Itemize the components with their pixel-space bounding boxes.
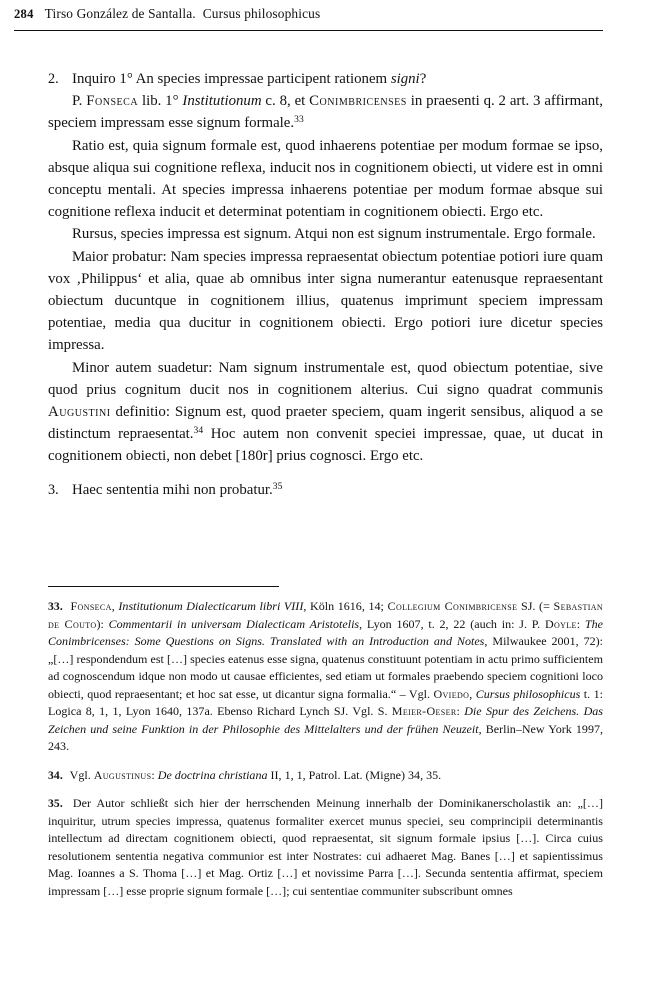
small-caps-name: Collegium Conimbricense xyxy=(387,599,518,613)
footnote-number: 34. xyxy=(48,768,63,782)
small-caps-name: Sebastian de Couto xyxy=(48,599,604,631)
small-caps-name: Augustinus xyxy=(93,767,152,782)
footnote-text: ): xyxy=(96,616,109,631)
body-paragraph-text: lib. 1° xyxy=(138,93,183,110)
italic-title: signi xyxy=(390,71,420,87)
body-paragraph-text: Maior probatur: Nam species impressa repraesentat obiectum potentiae potiori iure quam vox ‚Philippus‘ et alia, quae ab omnibus inter signa numerantur eatenusque repraesentant obiectum ducuntque in cognitionem illius, quatenus imprimunt speciem impressam potentiae, media qua ducitur in cognitionem obiecti. Ergo potiori iure dicetur species impressa. xyxy=(48,248,603,354)
body-paragraph-text: Minor autem suadetur: Nam signum instrumentale est, quod obiectum potentiae, sive quod prius cognitum ducit nos in cognitionem alterius. Cui signo quadrat communis xyxy=(48,359,603,398)
italic-title: Commentarii in universam Dialecticam Aristotelis xyxy=(108,616,360,631)
footnote-text: , Köln 1616, 14; xyxy=(303,599,388,613)
item-number: 2. xyxy=(48,71,59,87)
footnote-marker: 35 xyxy=(272,480,283,492)
footnote xyxy=(48,598,603,756)
body-paragraph-text: definitio: Signum est, quod praeter speciem, quam ingerit sensibus, aliquod a se distinctum repraesentat. xyxy=(48,404,603,443)
italic-title: De doctrina christiana xyxy=(157,767,268,782)
small-caps-name: Conimbricenses xyxy=(309,93,407,110)
small-caps-name: Oviedo xyxy=(433,686,470,701)
numbered-paragraph-text: Haec sententia mihi non probatur. xyxy=(72,481,273,498)
body-paragraph-text: P. xyxy=(72,93,87,110)
body-paragraph xyxy=(48,246,603,357)
footnote-text: , xyxy=(469,686,476,701)
body-paragraphs xyxy=(48,90,603,467)
footnote-marker: 34 xyxy=(193,425,204,437)
italic-title: Cursus philosophicus xyxy=(475,686,581,701)
footnote-text: : xyxy=(576,616,585,631)
numbered-paragraph xyxy=(48,479,603,501)
footnote-text: , Lyon 1607, t. 2, 22 (auch in: J. P. xyxy=(359,616,545,631)
running-head xyxy=(14,6,603,28)
footnote-text: II, 1, 1, Patrol. Lat. (Migne) 34, 35. xyxy=(267,767,442,782)
body-paragraph-text: c. 8, et xyxy=(261,93,310,110)
footnote-marker: 33 xyxy=(294,114,304,126)
numbered-items-bottom xyxy=(48,479,603,501)
footnote-text: , Berlin–New York 1997, 243. xyxy=(48,721,604,753)
footnote-text: , Milwaukee 2001, 72): „[…] respondendum est […] species eatenus esse signa, quatenus constituunt potentiam in actu primo sufficientem ad cognoscendum idque non modo ut causae efficientes, sed etiam ut formales praebendo speciem cognitioni loco obiecti, quod repraesentant; et hoc sat esse, ut dicantur signa formalia.“ – Vgl. xyxy=(48,634,603,701)
running-head-title: Tirso González de Santalla. Cursus philosophicus xyxy=(44,6,321,21)
italic-title: The Conimbricenses: Some Questions on Signs. Translated with an Introduction and Notes xyxy=(48,616,603,648)
footnote-text: t. 1: Logica 8, 1, 1, Lyon 1640, 137a. Ebenso Richard Lynch SJ. Vgl. S. xyxy=(48,686,603,718)
item-number: 3. xyxy=(48,481,59,498)
footnote xyxy=(48,767,603,785)
body-paragraph xyxy=(48,135,603,224)
footnote-text: : xyxy=(456,704,465,718)
page-number: 284 xyxy=(14,7,34,21)
numbered-paragraph-text: ? xyxy=(419,71,427,87)
body-paragraph-text: Hoc autem non convenit speciei impressae, quae, ut ducat in cognitionem obiecti, non debet [180r] prius cognosci. Ergo etc. xyxy=(48,426,604,465)
body-paragraph-text: in praesenti q. 2 art. 3 affirmant, speciem impressam esse signum formale. xyxy=(48,93,603,132)
main-text-block xyxy=(48,68,603,501)
small-caps-name: Doyle xyxy=(544,616,577,631)
small-caps-name: Fonseca xyxy=(86,93,139,110)
footnote-text: Der Autor schließt sich hier der herrschenden Meinung innerhalb der Dominikanerscholastik an: „[…] inquiritur, utrum species impressa, quatenus formaliter exercet munus speciei, seu comprincipii determinantis intellectum ad directam cognitionem obiecti, quod repraesentat, sit signum formale ipsius […]. Circa cuius resolutionem sententia negativa communior est inter Nostrates: cui adhaeret Mag. Banes […] et sapientissimus Mag. Ioannes a S. Thoma […] et Mag. Ortiz […] et novissime Parra […]. Secunda sententia affirmat, speciem impressam […] esse proprie signum formale […]; cui sententiae communiter subscribunt omnes xyxy=(48,796,603,898)
footnote-number: 35. xyxy=(48,797,63,810)
small-caps-name: Meier-Oeser xyxy=(391,704,457,718)
footnote-text: SJ. (= xyxy=(517,599,554,613)
numbered-items-top xyxy=(48,68,603,90)
italic-title: Institutionum xyxy=(182,93,262,110)
footnote xyxy=(48,795,603,900)
footnote-text: , xyxy=(111,599,119,613)
body-paragraph-text: Rursus, species impressa est signum. Atqui non est signum instrumentale. Ergo formale. xyxy=(72,226,596,243)
footnote-text: : xyxy=(151,767,158,782)
numbered-paragraph-text: Inquiro 1° An species impressae participent rationem xyxy=(72,71,391,87)
body-paragraph xyxy=(48,357,603,468)
italic-title: Institutionum Dialecticarum libri VIII xyxy=(118,599,304,613)
footnote-separator-rule xyxy=(48,586,279,587)
body-paragraph xyxy=(48,90,603,134)
italic-title: Die Spur des Zeichens. Das Zeichen und seine Funktion in der Philosophie des Mittelalters und der frühen Neuzeit xyxy=(48,704,603,736)
header-rule xyxy=(14,30,603,31)
footnote-number: 33. xyxy=(48,600,63,613)
small-caps-name: Fonseca xyxy=(70,599,112,613)
numbered-paragraph xyxy=(48,68,603,90)
footnote-text: Vgl. xyxy=(66,767,94,782)
small-caps-name: Augustini xyxy=(48,404,111,421)
body-paragraph xyxy=(48,223,603,245)
footnotes-block xyxy=(48,598,603,900)
body-paragraph-text: Ratio est, quia signum formale est, quod inhaerens potentiae per modum formae se ipso, absque aliqua sui cognitione reflexa, inducit nos in cognitionem obiecti, ut videre est in omni conceptu mentali. At species impressa inhaerens potentiae per modum formae absque sui cognitione reflexa inducit et determinat potentiam in cognitionem obiecti. Ergo etc. xyxy=(48,137,603,221)
